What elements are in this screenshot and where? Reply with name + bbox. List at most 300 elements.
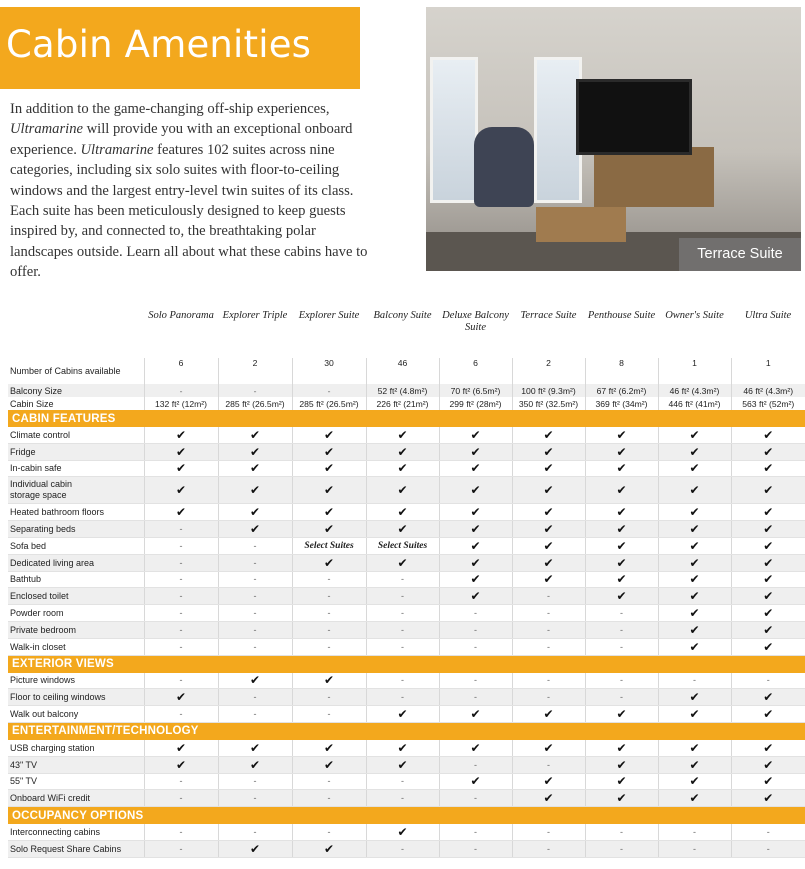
dash-mark: - bbox=[401, 591, 404, 602]
dash-mark: - bbox=[474, 793, 477, 804]
table-cell bbox=[512, 588, 585, 605]
dash-mark: - bbox=[179, 709, 183, 720]
check-icon: ✔ bbox=[249, 461, 261, 476]
table-cell bbox=[144, 621, 218, 638]
check-icon: ✔ bbox=[397, 461, 408, 476]
row-label: 43" TV bbox=[8, 756, 144, 773]
dash-mark: - bbox=[253, 574, 257, 585]
dash-mark: - bbox=[766, 827, 770, 838]
table-cell bbox=[366, 756, 439, 773]
table-cell bbox=[218, 504, 292, 521]
table-cell bbox=[512, 790, 585, 807]
table-cell bbox=[292, 605, 366, 622]
table-cell bbox=[512, 537, 585, 554]
dash-mark: - bbox=[327, 385, 331, 396]
table-cell bbox=[658, 521, 731, 538]
table-cell bbox=[144, 840, 218, 857]
table-cell bbox=[144, 460, 218, 477]
table-cell bbox=[218, 621, 292, 638]
check-icon: ✔ bbox=[470, 522, 481, 537]
table-cell bbox=[512, 638, 585, 655]
table-cell bbox=[585, 706, 658, 723]
dash-mark: - bbox=[547, 692, 550, 703]
table-cell bbox=[218, 605, 292, 622]
table-cell bbox=[658, 554, 731, 571]
table-cell bbox=[512, 706, 585, 723]
check-icon: ✔ bbox=[323, 841, 335, 856]
check-icon: ✔ bbox=[616, 427, 627, 442]
check-icon: ✔ bbox=[616, 707, 627, 722]
check-icon: ✔ bbox=[397, 740, 408, 755]
table-cell bbox=[292, 588, 366, 605]
table-cell bbox=[366, 689, 439, 706]
dash-mark: - bbox=[327, 624, 331, 635]
row-label: Private bedroom bbox=[8, 621, 144, 638]
column-header: Explorer Suite bbox=[298, 310, 360, 321]
dash-mark: - bbox=[766, 843, 770, 854]
table-cell bbox=[292, 554, 366, 571]
cell-value: 1 bbox=[692, 358, 697, 368]
table-cell bbox=[292, 673, 366, 689]
dash-mark: - bbox=[327, 793, 331, 804]
intro-paragraph bbox=[10, 99, 370, 283]
table-cell bbox=[218, 673, 292, 689]
table-cell bbox=[585, 824, 658, 840]
table-row bbox=[8, 443, 805, 460]
table-cell bbox=[144, 384, 218, 397]
table-cell bbox=[658, 571, 731, 588]
dash-mark: - bbox=[253, 591, 257, 602]
check-icon: ✔ bbox=[249, 740, 261, 755]
cell-value: 285 ft² (26.5m²) bbox=[299, 398, 359, 409]
table-row bbox=[8, 477, 805, 504]
check-icon: ✔ bbox=[543, 555, 554, 570]
check-icon: ✔ bbox=[763, 639, 774, 654]
table-cell bbox=[439, 460, 512, 477]
corner-cell bbox=[8, 310, 144, 358]
dash-mark: - bbox=[179, 641, 183, 652]
table-cell bbox=[658, 504, 731, 521]
check-icon: ✔ bbox=[543, 740, 554, 755]
table-cell bbox=[366, 824, 439, 840]
table-cell bbox=[292, 638, 366, 655]
table-cell bbox=[585, 477, 658, 504]
section-header-row bbox=[8, 410, 805, 427]
dash-mark: - bbox=[179, 608, 183, 619]
table-cell bbox=[512, 504, 585, 521]
check-icon: ✔ bbox=[470, 707, 481, 722]
dash-mark: - bbox=[327, 574, 331, 585]
dash-mark: - bbox=[401, 692, 404, 703]
table-cell bbox=[218, 554, 292, 571]
check-icon: ✔ bbox=[397, 757, 408, 772]
row-label: USB charging station bbox=[8, 740, 144, 756]
table-cell bbox=[366, 638, 439, 655]
check-icon: ✔ bbox=[616, 740, 627, 755]
cell-value: 446 ft² (41m²) bbox=[668, 398, 721, 409]
check-icon: ✔ bbox=[689, 505, 700, 520]
row-label: 55" TV bbox=[8, 773, 144, 790]
cell-value: 46 ft² (4.3m²) bbox=[743, 385, 794, 396]
table-cell bbox=[731, 588, 805, 605]
table-cell bbox=[366, 427, 439, 443]
dash-mark: - bbox=[179, 793, 183, 804]
row-label: Climate control bbox=[8, 427, 144, 443]
check-icon: ✔ bbox=[175, 461, 187, 476]
table-cell bbox=[585, 571, 658, 588]
dash-mark: - bbox=[474, 675, 477, 686]
table-cell bbox=[366, 621, 439, 638]
table-cell bbox=[144, 790, 218, 807]
table-cell bbox=[366, 504, 439, 521]
table-cell bbox=[292, 521, 366, 538]
dash-mark: - bbox=[179, 843, 183, 854]
dash-mark: - bbox=[620, 827, 623, 838]
row-label: Cabin Size bbox=[10, 398, 54, 409]
row-label: Enclosed toilet bbox=[8, 588, 144, 605]
table-cell bbox=[439, 504, 512, 521]
ship-name: Ultramarine bbox=[10, 121, 83, 138]
cell-value: 1 bbox=[765, 358, 771, 368]
dash-mark: - bbox=[547, 675, 550, 686]
table-cell bbox=[658, 638, 731, 655]
table-cell bbox=[144, 605, 218, 622]
table-cell bbox=[512, 621, 585, 638]
photo-tv bbox=[576, 79, 692, 155]
row-label: Floor to ceiling windows bbox=[8, 689, 144, 706]
check-icon: ✔ bbox=[470, 774, 481, 789]
table-row bbox=[8, 460, 805, 477]
check-icon: ✔ bbox=[175, 505, 187, 520]
table-row bbox=[8, 740, 805, 756]
table-row bbox=[8, 571, 805, 588]
check-icon: ✔ bbox=[689, 757, 700, 772]
dash-mark: - bbox=[693, 843, 696, 854]
check-icon: ✔ bbox=[689, 555, 700, 570]
cell-value: 2 bbox=[252, 358, 258, 368]
check-icon: ✔ bbox=[175, 483, 187, 498]
table-cell bbox=[292, 740, 366, 756]
table-cell bbox=[658, 588, 731, 605]
dash-mark: - bbox=[474, 759, 477, 770]
table-cell bbox=[218, 773, 292, 790]
check-icon: ✔ bbox=[397, 427, 408, 442]
table-cell bbox=[439, 477, 512, 504]
cell-value: 132 ft² (12m²) bbox=[154, 398, 208, 409]
check-icon: ✔ bbox=[763, 572, 774, 587]
table-cell bbox=[366, 477, 439, 504]
table-cell bbox=[218, 521, 292, 538]
table-cell bbox=[658, 443, 731, 460]
table-cell bbox=[585, 621, 658, 638]
dash-mark: - bbox=[620, 843, 623, 854]
cell-value: 8 bbox=[619, 358, 624, 368]
table-cell bbox=[731, 477, 805, 504]
table-cell bbox=[439, 384, 512, 397]
table-cell bbox=[218, 756, 292, 773]
dash-mark: - bbox=[179, 591, 183, 602]
check-icon: ✔ bbox=[397, 555, 408, 570]
stats-row bbox=[8, 397, 805, 410]
check-icon: ✔ bbox=[249, 483, 261, 498]
row-label: Solo Request Share Cabins bbox=[8, 840, 144, 857]
table-cell bbox=[144, 773, 218, 790]
table-cell bbox=[658, 689, 731, 706]
table-cell bbox=[218, 790, 292, 807]
check-icon: ✔ bbox=[397, 505, 408, 520]
table-cell bbox=[512, 756, 585, 773]
table-cell bbox=[218, 571, 292, 588]
table-cell bbox=[731, 358, 805, 384]
table-cell bbox=[512, 427, 585, 443]
dash-mark: - bbox=[474, 608, 477, 619]
dash-mark: - bbox=[474, 624, 477, 635]
table-cell bbox=[292, 689, 366, 706]
cell-value: 299 ft² (28m²) bbox=[449, 398, 502, 409]
table-cell bbox=[658, 460, 731, 477]
cell-value: 6 bbox=[473, 358, 478, 368]
cell-value: 350 ft² (32.5m²) bbox=[518, 398, 579, 409]
dash-mark: - bbox=[474, 641, 477, 652]
table-cell bbox=[585, 638, 658, 655]
check-icon: ✔ bbox=[616, 791, 627, 806]
check-icon: ✔ bbox=[763, 538, 774, 553]
table-cell bbox=[366, 773, 439, 790]
table-cell bbox=[439, 740, 512, 756]
table-cell bbox=[512, 358, 585, 384]
dash-mark: - bbox=[401, 793, 404, 804]
table-cell bbox=[512, 477, 585, 504]
dash-mark: - bbox=[547, 843, 550, 854]
dash-mark: - bbox=[401, 776, 404, 787]
table-cell bbox=[585, 689, 658, 706]
table-cell bbox=[218, 477, 292, 504]
check-icon: ✔ bbox=[323, 461, 335, 476]
table-cell bbox=[731, 706, 805, 723]
row-label: In-cabin safe bbox=[8, 460, 144, 477]
table-cell bbox=[439, 427, 512, 443]
check-icon: ✔ bbox=[543, 444, 554, 459]
cell-value: 46 bbox=[397, 358, 408, 368]
table-cell bbox=[439, 358, 512, 384]
table-cell bbox=[731, 673, 805, 689]
check-icon: ✔ bbox=[689, 791, 700, 806]
dash-mark: - bbox=[693, 827, 696, 838]
table-cell bbox=[218, 537, 292, 554]
row-label: Onboard WiFi credit bbox=[8, 790, 144, 807]
table-cell bbox=[731, 571, 805, 588]
check-icon: ✔ bbox=[543, 572, 554, 587]
check-icon: ✔ bbox=[397, 444, 408, 459]
table-cell bbox=[731, 521, 805, 538]
table-cell bbox=[512, 554, 585, 571]
cell-value: 6 bbox=[178, 358, 184, 368]
photo-caption: Terrace Suite bbox=[679, 238, 801, 271]
dash-mark: - bbox=[620, 675, 623, 686]
table-cell bbox=[512, 740, 585, 756]
dash-mark: - bbox=[401, 608, 404, 619]
table-cell bbox=[585, 537, 658, 554]
table-cell bbox=[658, 790, 731, 807]
table-cell bbox=[439, 706, 512, 723]
check-icon: ✔ bbox=[763, 444, 774, 459]
photo-window bbox=[534, 57, 582, 203]
column-header: Explorer Triple bbox=[222, 310, 288, 321]
check-icon: ✔ bbox=[397, 483, 408, 498]
check-icon: ✔ bbox=[397, 825, 408, 840]
check-icon: ✔ bbox=[763, 505, 774, 520]
table-cell bbox=[218, 588, 292, 605]
check-icon: ✔ bbox=[616, 757, 627, 772]
table-cell bbox=[292, 756, 366, 773]
cell-value: 70 ft² (6.5m²) bbox=[450, 385, 501, 396]
table-cell bbox=[512, 689, 585, 706]
intro-text: will provide you with an exceptional onboard experience. bbox=[10, 121, 353, 158]
table-cell bbox=[292, 460, 366, 477]
table-cell bbox=[731, 689, 805, 706]
check-icon: ✔ bbox=[470, 572, 481, 587]
check-icon: ✔ bbox=[689, 427, 700, 442]
column-header: Terrace Suite bbox=[520, 310, 577, 321]
table-row bbox=[8, 840, 805, 857]
dash-mark: - bbox=[253, 624, 257, 635]
table-cell bbox=[292, 790, 366, 807]
table-cell bbox=[218, 638, 292, 655]
table-cell bbox=[366, 605, 439, 622]
table-cell bbox=[144, 443, 218, 460]
table-cell bbox=[658, 427, 731, 443]
table-cell bbox=[366, 384, 439, 397]
table-cell bbox=[366, 840, 439, 857]
table-cell bbox=[512, 824, 585, 840]
check-icon: ✔ bbox=[689, 606, 700, 621]
table-cell bbox=[366, 740, 439, 756]
table-cell bbox=[439, 588, 512, 605]
dash-mark: - bbox=[253, 827, 257, 838]
check-icon: ✔ bbox=[763, 589, 774, 604]
table-cell bbox=[144, 397, 218, 410]
row-label: Walk out balcony bbox=[8, 706, 144, 723]
check-icon: ✔ bbox=[470, 589, 481, 604]
table-cell bbox=[144, 537, 218, 554]
table-cell bbox=[218, 740, 292, 756]
cell-value: 46 ft² (4.3m²) bbox=[669, 385, 720, 396]
check-icon: ✔ bbox=[543, 483, 554, 498]
cell-value: Select Suites bbox=[377, 541, 428, 552]
table-cell bbox=[366, 537, 439, 554]
table-cell bbox=[144, 477, 218, 504]
cell-value: 67 ft² (6.2m²) bbox=[596, 385, 647, 396]
table-cell bbox=[658, 740, 731, 756]
check-icon: ✔ bbox=[249, 444, 261, 459]
check-icon: ✔ bbox=[616, 444, 627, 459]
table-cell bbox=[439, 824, 512, 840]
section-header-row bbox=[8, 655, 805, 673]
column-header: Solo Panorama bbox=[148, 310, 214, 321]
table-cell bbox=[512, 605, 585, 622]
dash-mark: - bbox=[179, 776, 183, 787]
table-cell bbox=[366, 588, 439, 605]
table-cell bbox=[366, 571, 439, 588]
dash-mark: - bbox=[547, 624, 550, 635]
table-cell bbox=[731, 638, 805, 655]
table-cell bbox=[144, 756, 218, 773]
table-cell bbox=[144, 689, 218, 706]
table-cell bbox=[658, 384, 731, 397]
table-cell bbox=[731, 740, 805, 756]
table-cell bbox=[658, 706, 731, 723]
table-cell bbox=[366, 521, 439, 538]
table-cell bbox=[144, 521, 218, 538]
check-icon: ✔ bbox=[763, 427, 774, 442]
table-cell bbox=[658, 605, 731, 622]
check-icon: ✔ bbox=[616, 461, 627, 476]
check-icon: ✔ bbox=[249, 841, 261, 856]
table-cell bbox=[658, 824, 731, 840]
table-cell bbox=[439, 790, 512, 807]
table-cell bbox=[658, 840, 731, 857]
table-cell bbox=[585, 756, 658, 773]
row-label: Heated bathroom floors bbox=[8, 504, 144, 521]
table-cell bbox=[218, 443, 292, 460]
table-cell bbox=[512, 384, 585, 397]
table-cell bbox=[144, 638, 218, 655]
row-label: Individual cabin storage space bbox=[8, 477, 144, 504]
table-cell bbox=[731, 840, 805, 857]
check-icon: ✔ bbox=[249, 427, 261, 442]
photo-armchair bbox=[474, 127, 534, 207]
check-icon: ✔ bbox=[763, 606, 774, 621]
table-cell bbox=[512, 397, 585, 410]
table-cell bbox=[585, 588, 658, 605]
table-cell bbox=[731, 460, 805, 477]
table-cell bbox=[512, 521, 585, 538]
table-cell bbox=[585, 790, 658, 807]
table-cell bbox=[658, 477, 731, 504]
dash-mark: - bbox=[179, 524, 183, 535]
dash-mark: - bbox=[620, 608, 623, 619]
dash-mark: - bbox=[179, 540, 183, 551]
check-icon: ✔ bbox=[689, 690, 700, 705]
table-row bbox=[8, 537, 805, 554]
table-cell bbox=[731, 756, 805, 773]
table-cell bbox=[366, 706, 439, 723]
dash-mark: - bbox=[253, 557, 257, 568]
dash-mark: - bbox=[253, 385, 257, 396]
table-cell bbox=[585, 554, 658, 571]
table-cell bbox=[585, 384, 658, 397]
dash-mark: - bbox=[327, 591, 331, 602]
table-cell bbox=[585, 605, 658, 622]
dash-mark: - bbox=[547, 827, 550, 838]
dash-mark: - bbox=[253, 692, 257, 703]
table-cell bbox=[439, 689, 512, 706]
title-banner bbox=[0, 7, 360, 89]
table-cell bbox=[658, 537, 731, 554]
table-cell bbox=[218, 460, 292, 477]
dash-mark: - bbox=[547, 608, 550, 619]
check-icon: ✔ bbox=[175, 740, 187, 755]
table-cell bbox=[292, 773, 366, 790]
table-cell bbox=[144, 740, 218, 756]
check-icon: ✔ bbox=[689, 538, 700, 553]
check-icon: ✔ bbox=[543, 538, 554, 553]
check-icon: ✔ bbox=[763, 707, 774, 722]
row-label: Bathtub bbox=[8, 571, 144, 588]
table-cell bbox=[658, 673, 731, 689]
cell-value: 226 ft² (21m²) bbox=[376, 398, 429, 409]
section-title: CABIN FEATURES bbox=[8, 410, 805, 427]
